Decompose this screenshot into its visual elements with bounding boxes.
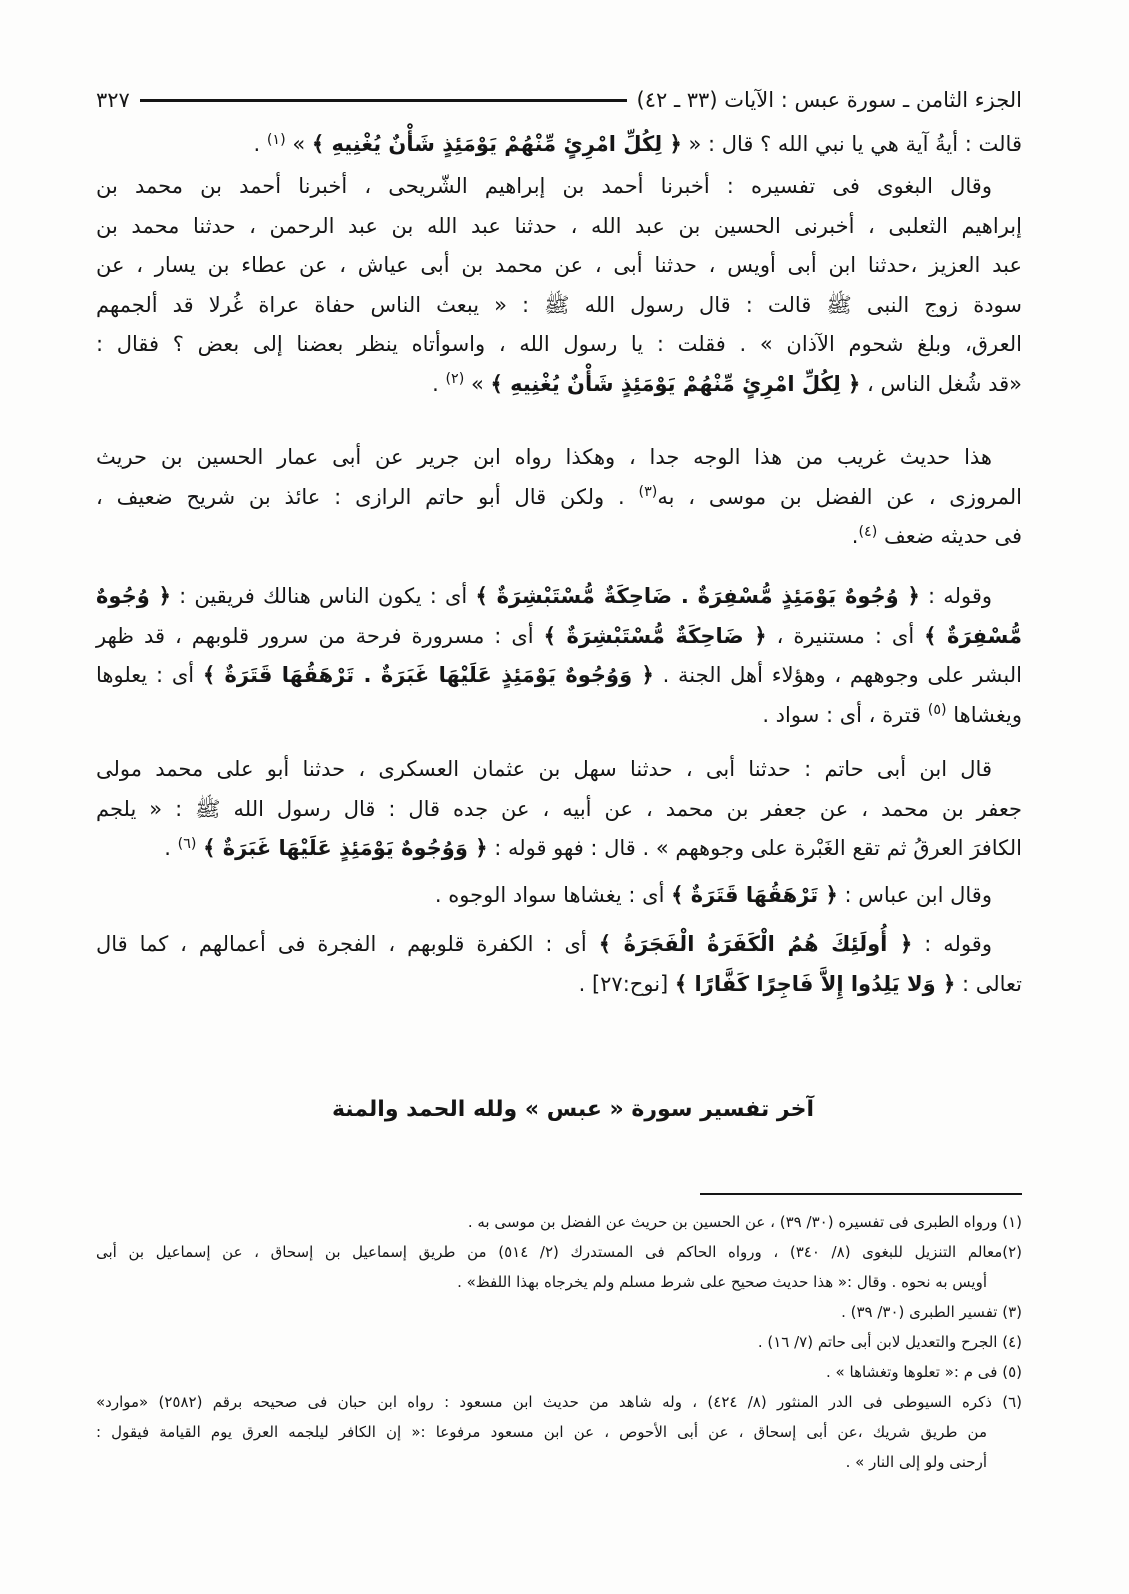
footnote (96, 1327, 1022, 1357)
footnote (96, 1207, 1022, 1237)
text-segment: » (464, 371, 491, 396)
paragraph-disbelievers (96, 925, 1022, 1004)
footnote-line: (٦) ذكره السيوطى فى الدر المنثور (٨/ ٤٢٤) ، وله شاهد من حديث ابن مسعود : رواه ابن حبان فى صحيحه برقم (٢٥٨٢) «موارد» (96, 1393, 1022, 1411)
quran-verse: ﴿ لِكُلِّ امْرِئٍ مِّنْهُمْ يَوْمَئِذٍ شَأْنٌ يُغْنِيهِ ﴾ (490, 371, 861, 396)
quran-verse: ﴿ تَرْهَقُهَا قَتَرَةٌ ﴾ (671, 883, 838, 907)
quran-verse: ﴿ وَوُجُوهٌ يَوْمَئِذٍ عَلَيْهَا غَبَرَةٌ ﴾ (203, 836, 488, 860)
text-segment: العرق، وبلغ شحوم الآذان » . فقلت : يا رسول الله ، واسوأتاه ينظر بعضنا إلى بعض ؟ فقال : (96, 332, 1022, 356)
text-segment: أى : مسرورة فرحة من سرور قلوبهم ، قد ظهر (96, 623, 544, 648)
text-segment: [نوح:٢٧] . (578, 971, 675, 996)
header-rule (140, 99, 627, 102)
paragraph-baghawi-hadith (96, 167, 1022, 404)
text-line (96, 207, 1022, 247)
text-segment: سودة زوج النبى ﷺ قالت : قال رسول الله ﷺ : « يبعث الناس حفاة عراة غُرلا قد ألجمهم (96, 292, 1022, 317)
quran-verse: مُّسْفِرَةٌ ﴾ (924, 623, 1022, 648)
text-segment: البشر على وجوههم ، وهؤلاء أهل الجنة . (653, 663, 1022, 687)
text-line (96, 656, 1022, 696)
text-line (96, 925, 1022, 965)
text-segment: جعفر بن محمد ، عن جعفر بن محمد ، عن أبيه ، عن جده قال : قال رسول الله ﷺ : « يلجم (96, 796, 1022, 821)
text-line (96, 125, 1022, 165)
text-line (96, 325, 1022, 365)
running-header (96, 84, 1022, 116)
text-segment: . (432, 371, 446, 396)
text-segment: . (851, 524, 859, 548)
text-line (96, 696, 1022, 736)
text-segment: أى : الكفرة قلوبهم ، الفجرة فى أعمالهم ، كما قال (96, 932, 599, 956)
footnote-ref: (٦) (177, 835, 197, 852)
text-line (96, 750, 1022, 790)
text-line (96, 829, 1022, 869)
footnote-separator (700, 1193, 1022, 1195)
text-line (96, 617, 1022, 657)
text-line (96, 365, 1022, 405)
text-segment: . (253, 132, 267, 156)
quran-verse: ﴿ أُولَئِكَ هُمُ الْكَفَرَةُ الْفَجَرَةُ ﴾ (598, 932, 913, 956)
text-segment: قال ابن أبى حاتم : حدثنا أبى ، حدثنا سهل بن عثمان العسكرى ، حدثنا أبو على محمد مولى (96, 757, 992, 781)
text-line (96, 246, 1022, 286)
footnote-line: أويس به نحوه . وقال :« هذا حديث صحيح على شرط مسلم ولم يخرجاه بهذا اللفظ» . (457, 1273, 987, 1291)
text-segment: تعالى : (955, 971, 1022, 996)
footnote-ref: (٢) (445, 371, 465, 388)
footnote-ref: (٣) (638, 484, 658, 501)
footnotes (96, 1207, 1022, 1477)
quran-verse: ﴿ ضَاحِكَةٌ مُّسْتَبْشِرَةٌ ﴾ (543, 623, 767, 648)
page-number: ٣٢٧ (96, 88, 130, 112)
text-segment: أى : يغشاها سواد الوجوه . (434, 883, 672, 907)
header-title: الجزء الثامن ـ سورة عبس : الآيات (٣٣ ـ ٤٢) (636, 88, 1022, 112)
footnote (96, 1357, 1022, 1387)
text-segment: . ولكن قال أبو حاتم الرازى : عائذ بن شريح ضعيف ، (96, 484, 639, 509)
text-segment: أى : يكون الناس هنالك فريقين : (170, 584, 476, 608)
text-line (96, 438, 1022, 478)
text-segment: وقال البغوى فى تفسيره : أخبرنا أحمد بن إبراهيم الشّريحى ، أخبرنا أحمد بن محمد بن (96, 174, 992, 198)
quran-verse: ﴿ لِكُلِّ امْرِئٍ مِّنْهُمْ يَوْمَئِذٍ شَأْنٌ يُغْنِيهِ ﴾ (311, 132, 682, 156)
text-segment: الكافرَ العرقُ ثم تقع الغَبْرة على وجوههم » . قال : فهو قوله : (487, 836, 1022, 860)
text-segment: أى : يعلوها (96, 663, 203, 687)
paragraph-verse-explanation (96, 577, 1022, 735)
text-line (96, 478, 1022, 518)
footnote-line: (١) ورواه الطبرى فى تفسيره (٣٠/ ٣٩) ، عن الحسين بن حريث عن الفضل بن موسى به . (467, 1213, 1022, 1231)
section-end-title: آخر تفسير سورة « عبس » ولله الحمد والمنة (331, 1097, 815, 1122)
footnote-line: (٥) فى م :« تعلوها وتغشاها » . (826, 1363, 1022, 1381)
text-segment: المروزى ، عن الفضل بن موسى ، به (657, 484, 1022, 509)
text-line (96, 286, 1022, 326)
footnote-ref: (١) (266, 131, 286, 148)
footnote (96, 1237, 1022, 1297)
paragraph-ibn-abi-hatim (96, 750, 1022, 869)
text-segment: هذا حديث غريب من هذا الوجه جدا ، وهكذا رواه ابن جرير عن أبى عمار الحسين بن حريث (96, 445, 992, 469)
text-line (96, 790, 1022, 830)
text-line (96, 876, 1022, 916)
text-segment: أى : مستنيرة ، (766, 623, 925, 648)
quran-verse: ﴿ وَوُجُوهٌ يَوْمَئِذٍ عَلَيْهَا غَبَرَةٌ . تَرْهَقُهَا قَتَرَةٌ ﴾ (202, 663, 654, 687)
footnote-line: (٤) الجرح والتعديل لابن أبى حاتم (٧/ ١٦) . (757, 1333, 1022, 1351)
paragraph-ibn-abbas (96, 876, 1022, 916)
text-segment: وقوله : (912, 932, 992, 956)
text-line (96, 167, 1022, 207)
paragraph-continuation (96, 125, 1022, 165)
quran-verse: ﴿ وُجُوهٌ (96, 584, 171, 608)
footnote-line: من طريق شريك ،عن أبى إسحاق ، عن أبى الأحوص ، عن ابن مسعود مرفوعا :« إن الكافر ليلجمه العرق يوم القيامة فيقول : (96, 1423, 987, 1441)
footnote-line: (٢)معالم التنزيل للبغوى (٨/ ٣٤٠) ، ورواه الحاكم فى المستدرك (٢/ ٥١٤) من طريق إسماعيل بن إسحاق ، عن إسماعيل بن أبى (96, 1243, 1023, 1261)
text-segment: إبراهيم الثعلبى ، أخبرنى الحسين بن عبد الله ، حدثنا عبد الله بن عبد الرحمن ، حدثنا محمد بن (96, 213, 1022, 238)
footnote-line: أرحنى ولو إلى النار » . (845, 1453, 987, 1471)
text-segment: فى حديثه ضعف (877, 524, 1022, 548)
paragraph-hadith-grading (96, 438, 1022, 557)
quran-verse: ﴿ وَلا يَلِدُوا إِلاَّ فَاجِرًا كَفَّارًا ﴾ (674, 971, 956, 996)
text-line (96, 517, 1022, 557)
text-segment: قالت : أيةُ آية هي يا نبي الله ؟ قال : « (681, 132, 1022, 156)
footnote (96, 1297, 1022, 1327)
text-segment: ويغشاها (946, 702, 1022, 727)
text-segment: . (164, 836, 178, 860)
text-segment: » (285, 132, 312, 156)
footnote (96, 1387, 1022, 1477)
quran-verse: ﴿ وُجُوهٌ يَوْمَئِذٍ مُّسْفِرَةٌ . ضَاحِكَةٌ مُّسْتَبْشِرَةٌ ﴾ (475, 584, 920, 608)
footnote-ref: (٥) (927, 702, 947, 719)
footnote-ref: (٤) (858, 523, 878, 540)
text-segment: قترة ، أى : سواد . (762, 702, 928, 727)
text-line (96, 577, 1022, 617)
text-segment: «قد شُغل الناس ، (860, 371, 1022, 396)
text-segment: وقوله : (919, 584, 992, 608)
text-line (96, 965, 1022, 1005)
footnote-line: (٣) تفسير الطبرى (٣٠/ ٣٩) . (841, 1303, 1022, 1321)
text-segment: عبد العزيز ،حدثنا ابن أبى أويس ، حدثنا أبى ، عن محمد بن أبى عياش ، عن عطاء بن يسار ، عن (96, 253, 1022, 277)
text-segment: وقال ابن عباس : (837, 883, 992, 907)
